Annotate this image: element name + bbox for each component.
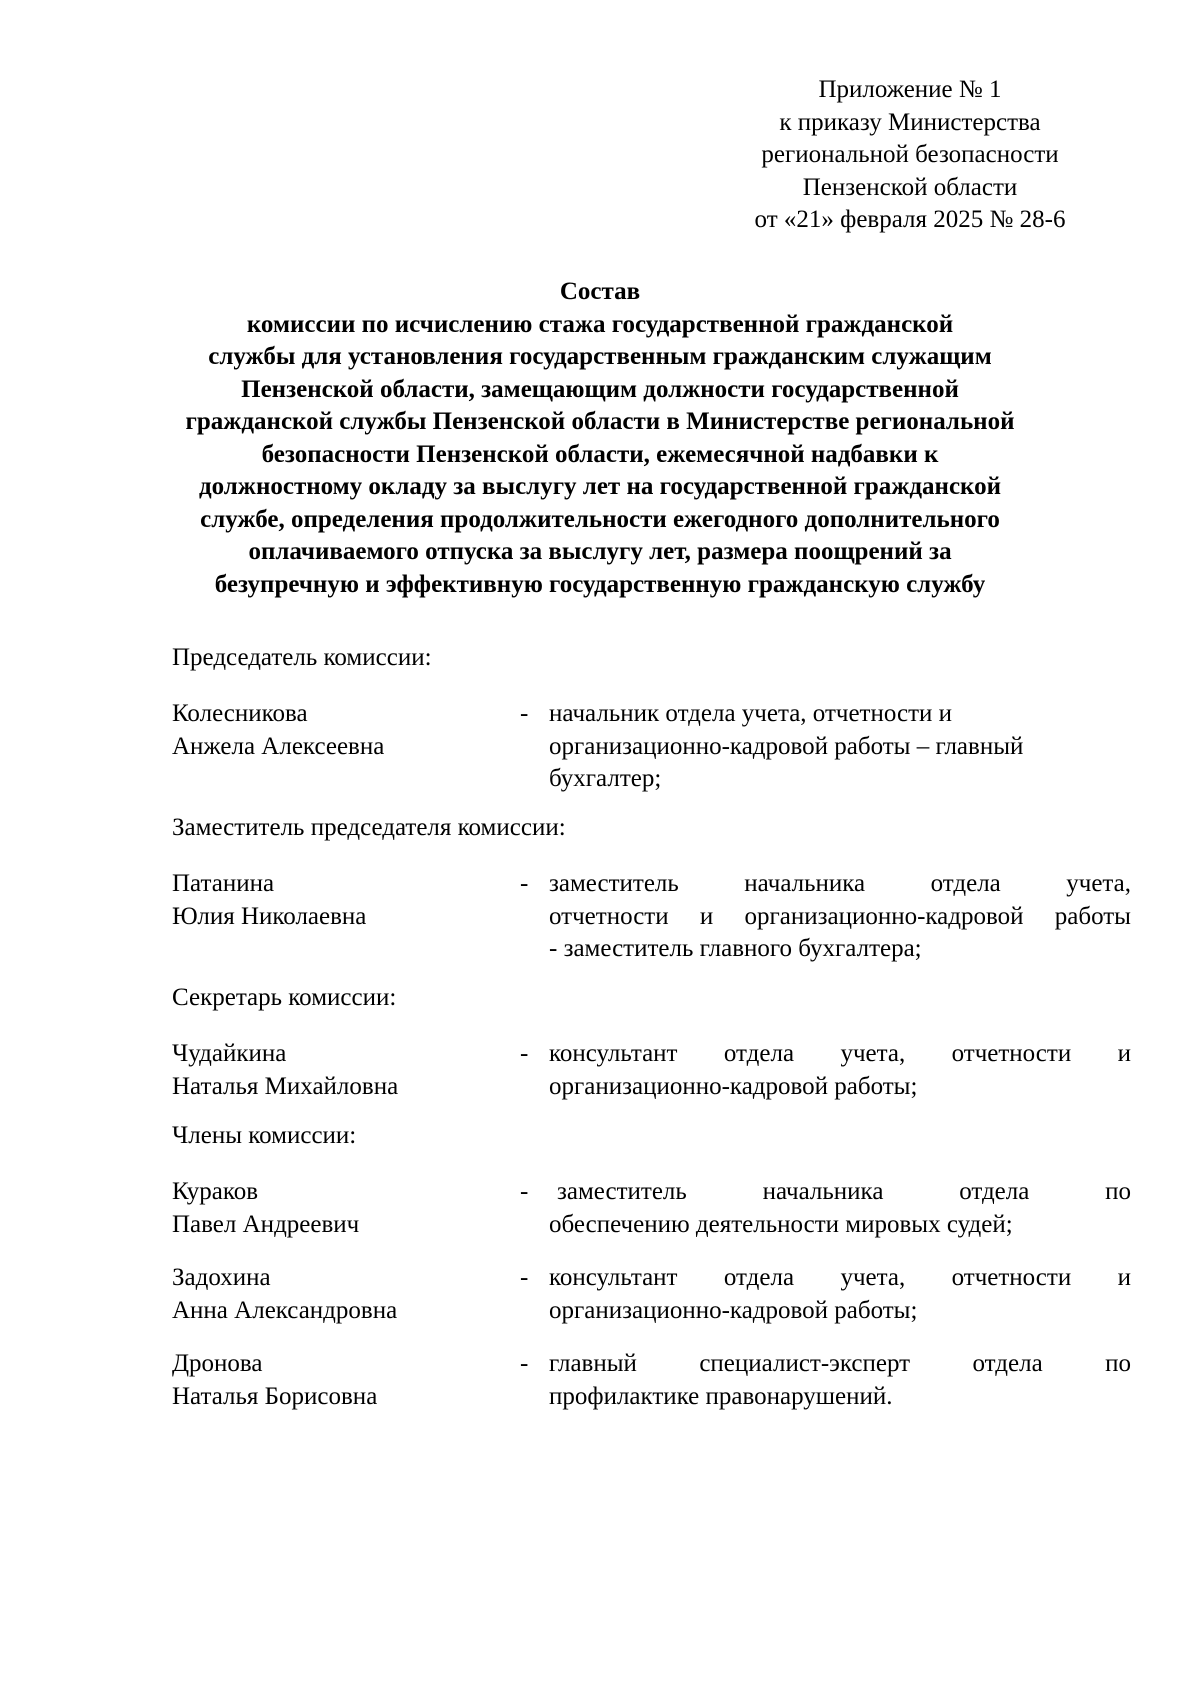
position-word: начальника [744,870,866,897]
position-word: консультант [549,1040,678,1067]
role-members: Члены комиссии: [172,1122,357,1149]
member-name [172,698,512,763]
position-word: отчетности [951,1040,1072,1067]
position-line: бухгалтер; [549,765,662,792]
member-position [549,1262,1131,1327]
appendix-line: Пензенской области [802,173,1018,201]
position-word: главный [549,1350,637,1377]
member-name [172,1176,512,1241]
member-surname: Чудайкина [172,1040,287,1067]
position-line [549,1348,1131,1381]
position-line: - заместитель главного бухгалтера; [549,935,922,962]
position-word: отдела [959,1178,1030,1205]
member-position [549,1348,1131,1413]
position-word: и [1117,1040,1131,1067]
position-line: обеспечению деятельности мировых судей; [549,1210,1013,1238]
member-given-name: Анжела Алексеевна [172,732,385,760]
position-word: начальника [762,1178,884,1205]
title-line: службы для установления государственным гражданским служащим [208,343,992,370]
role-chairman: Председатель комиссии: [172,644,432,671]
position-word: работы [1054,902,1131,930]
member-given-name: Анна Александровна [172,1296,398,1324]
position-line: организационно-кадровой работы; [549,1296,918,1324]
role-secretary: Секретарь комиссии: [172,984,397,1011]
position-line: организационно-кадровой работы; [549,1072,918,1100]
dash-separator: - [520,1350,529,1377]
member-surname: Патанина [172,870,275,897]
role-deputy: Заместитель председателя комиссии: [172,814,566,841]
position-word: отчетности [951,1264,1072,1291]
position-line [549,1038,1131,1071]
title-line: оплачиваемого отпуска за выслугу лет, размера поощрений за [248,538,952,565]
position-word: отдела [723,1040,795,1067]
position-word: специалист-эксперт [699,1350,911,1377]
position-word: по [1105,1178,1131,1205]
appendix-line: к приказу Министерства [779,108,1041,136]
title-heading: Состав [559,278,641,305]
position-word: заместитель [549,870,679,897]
dash-separator: - [520,870,529,897]
title-line: должностному окладу за выслугу лет на государственной гражданской [198,473,1002,500]
position-line [549,1176,1131,1209]
position-line: начальник отдела учета, отчетности и [549,700,953,727]
position-word: учета, [840,1040,906,1067]
member-name [172,1348,512,1413]
title-line: гражданской службы Пензенской области в Министерстве региональной [185,408,1015,435]
document-title [150,276,1050,601]
position-line: профилактике правонарушений. [549,1382,893,1410]
member-given-name: Наталья Борисовна [172,1382,378,1410]
dash-separator: - [520,1040,529,1067]
appendix-line: от «21» февраля 2025 № 28-6 [754,206,1066,233]
member-position [549,1038,1131,1103]
member-name [172,1262,512,1327]
appendix-header [720,74,1100,237]
appendix-line: региональной безопасности [761,141,1059,168]
position-word: по [1105,1350,1131,1377]
member-surname: Колесникова [172,700,308,727]
dash-separator: - [520,700,529,727]
dash-separator: - [520,1264,529,1291]
position-word: заместитель [557,1178,687,1205]
position-line [549,901,1131,934]
position-word: консультант [549,1264,678,1291]
member-position [549,868,1131,966]
member-position [549,1176,1131,1241]
member-given-name: Юлия Николаевна [172,902,367,930]
position-word: учета, [840,1264,906,1291]
position-word: и [1117,1264,1131,1291]
title-line: безупречную и эффективную государственную гражданскую службу [214,570,986,598]
title-line: комиссии по исчислению стажа государственной гражданской [246,310,954,338]
position-word: отдела [972,1350,1043,1377]
position-line: организационно-кадровой работы – главный [549,732,1024,760]
position-word: организационно-кадровой [744,902,1024,930]
member-name [172,1038,512,1103]
title-line: службе, определения продолжительности ежегодного дополнительного [200,505,1000,533]
title-line: безопасности Пензенской области, ежемесячной надбавки к [261,440,939,468]
position-word: отдела [723,1264,795,1291]
position-line [549,1262,1131,1295]
member-given-name: Павел Андреевич [172,1210,360,1238]
dash-separator: - [520,1178,529,1205]
position-word: и [699,902,714,930]
position-line [549,868,1131,901]
member-name [172,868,512,933]
member-surname: Дронова [172,1350,263,1377]
member-surname: Задохина [172,1264,271,1291]
member-given-name: Наталья Михайловна [172,1072,399,1100]
position-word: отчетности [549,902,669,930]
member-surname: Кураков [172,1178,259,1205]
position-word: отдела [930,870,1001,897]
member-position [549,698,1131,796]
title-line: Пензенской области, замещающим должности государственной [241,375,959,403]
appendix-line: Приложение № 1 [818,76,1002,103]
position-word: учета, [1066,870,1131,897]
